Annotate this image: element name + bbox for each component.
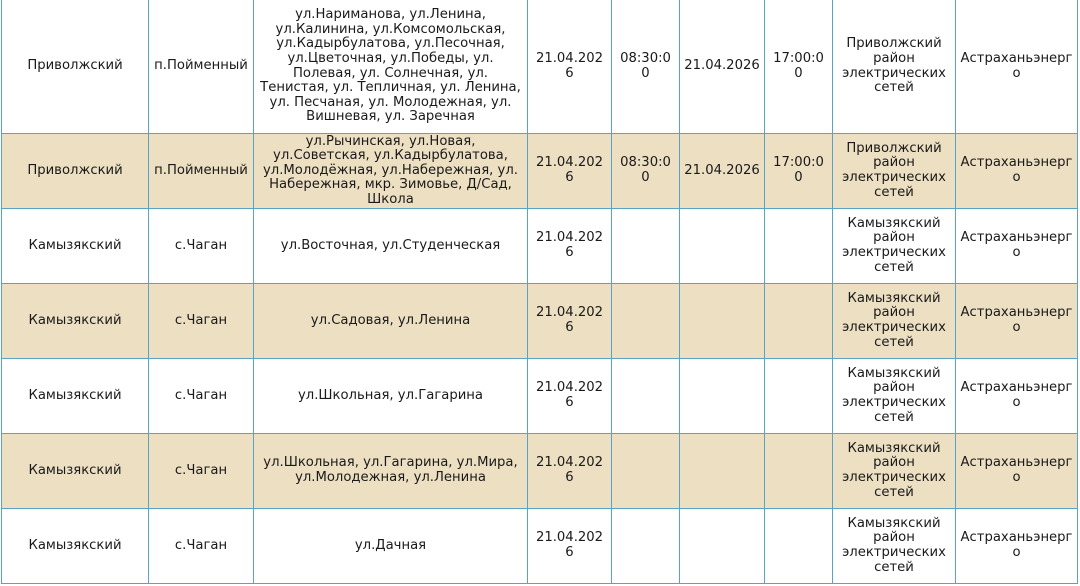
start-time-cell xyxy=(612,209,680,284)
streets-cell: ул.Рычинская, ул.Новая, ул.Советская, ул.Кадырбулатова, ул.Молодёжная, ул.Набережная, ул. Набережная, мкр. Зимовье, Д/Сад, Школа xyxy=(254,134,528,209)
end-time-cell: 17:00:00 xyxy=(765,134,833,209)
start-date-cell: 21.04.2026 xyxy=(528,0,612,134)
table-row xyxy=(2,209,1078,284)
place-cell: с.Чаган xyxy=(149,509,254,584)
start-time-cell xyxy=(612,284,680,359)
network-cell: Камызякский район электрических сетей xyxy=(833,359,956,434)
end-time-cell xyxy=(765,209,833,284)
outage-table xyxy=(1,0,1078,584)
table-row xyxy=(2,0,1078,134)
table-row xyxy=(2,134,1078,209)
org-cell: Астраханьэнерго xyxy=(956,0,1078,134)
end-date-cell xyxy=(680,209,765,284)
start-time-cell: 08:30:00 xyxy=(612,134,680,209)
end-time-cell xyxy=(765,434,833,509)
end-time-cell xyxy=(765,284,833,359)
start-date-cell: 21.04.2026 xyxy=(528,434,612,509)
place-cell: с.Чаган xyxy=(149,434,254,509)
org-cell: Астраханьэнерго xyxy=(956,209,1078,284)
start-time-cell: 08:30:00 xyxy=(612,0,680,134)
end-date-cell: 21.04.2026 xyxy=(680,134,765,209)
district-cell: Приволжский xyxy=(2,134,149,209)
end-date-cell xyxy=(680,509,765,584)
org-cell: Астраханьэнерго xyxy=(956,359,1078,434)
end-date-cell: 21.04.2026 xyxy=(680,0,765,134)
place-cell: с.Чаган xyxy=(149,284,254,359)
streets-cell: ул.Школьная, ул.Гагарина, ул.Мира, ул.Молодежная, ул.Ленина xyxy=(254,434,528,509)
start-date-cell: 21.04.2026 xyxy=(528,359,612,434)
start-date-cell: 21.04.2026 xyxy=(528,509,612,584)
end-date-cell xyxy=(680,359,765,434)
streets-cell: ул.Школьная, ул.Гагарина xyxy=(254,359,528,434)
district-cell: Приволжский xyxy=(2,0,149,134)
network-cell: Камызякский район электрических сетей xyxy=(833,434,956,509)
table-row xyxy=(2,434,1078,509)
district-cell: Камызякский xyxy=(2,284,149,359)
org-cell: Астраханьэнерго xyxy=(956,509,1078,584)
start-time-cell xyxy=(612,359,680,434)
district-cell: Камызякский xyxy=(2,359,149,434)
district-cell: Камызякский xyxy=(2,434,149,509)
start-time-cell xyxy=(612,509,680,584)
end-time-cell xyxy=(765,359,833,434)
end-date-cell xyxy=(680,284,765,359)
streets-cell: ул.Нариманова, ул.Ленина, ул.Калинина, ул.Комсомольская, ул.Кадырбулатова, ул.Песочная, ул.Цветочная, ул.Победы, ул. Полевая, ул. Солнечная, ул. Тенистая, ул. Тепличная, ул. Ленина, ул. Песчаная, ул. Молодежная, ул. Вишневая, ул. Заречная xyxy=(254,0,528,134)
district-cell: Камызякский xyxy=(2,209,149,284)
org-cell: Астраханьэнерго xyxy=(956,134,1078,209)
end-time-cell xyxy=(765,509,833,584)
district-cell: Камызякский xyxy=(2,509,149,584)
network-cell: Приволжский район электрических сетей xyxy=(833,0,956,134)
network-cell: Камызякский район электрических сетей xyxy=(833,509,956,584)
place-cell: с.Чаган xyxy=(149,209,254,284)
place-cell: п.Пойменный xyxy=(149,134,254,209)
network-cell: Камызякский район электрических сетей xyxy=(833,209,956,284)
org-cell: Астраханьэнерго xyxy=(956,284,1078,359)
table-row xyxy=(2,359,1078,434)
place-cell: п.Пойменный xyxy=(149,0,254,134)
streets-cell: ул.Восточная, ул.Студенческая xyxy=(254,209,528,284)
network-cell: Приволжский район электрических сетей xyxy=(833,134,956,209)
streets-cell: ул.Садовая, ул.Ленина xyxy=(254,284,528,359)
org-cell: Астраханьэнерго xyxy=(956,434,1078,509)
place-cell: с.Чаган xyxy=(149,359,254,434)
table-row xyxy=(2,284,1078,359)
network-cell: Камызякский район электрических сетей xyxy=(833,284,956,359)
table-row xyxy=(2,509,1078,584)
end-time-cell: 17:00:00 xyxy=(765,0,833,134)
start-date-cell: 21.04.2026 xyxy=(528,134,612,209)
start-date-cell: 21.04.2026 xyxy=(528,284,612,359)
start-time-cell xyxy=(612,434,680,509)
end-date-cell xyxy=(680,434,765,509)
streets-cell: ул.Дачная xyxy=(254,509,528,584)
start-date-cell: 21.04.2026 xyxy=(528,209,612,284)
